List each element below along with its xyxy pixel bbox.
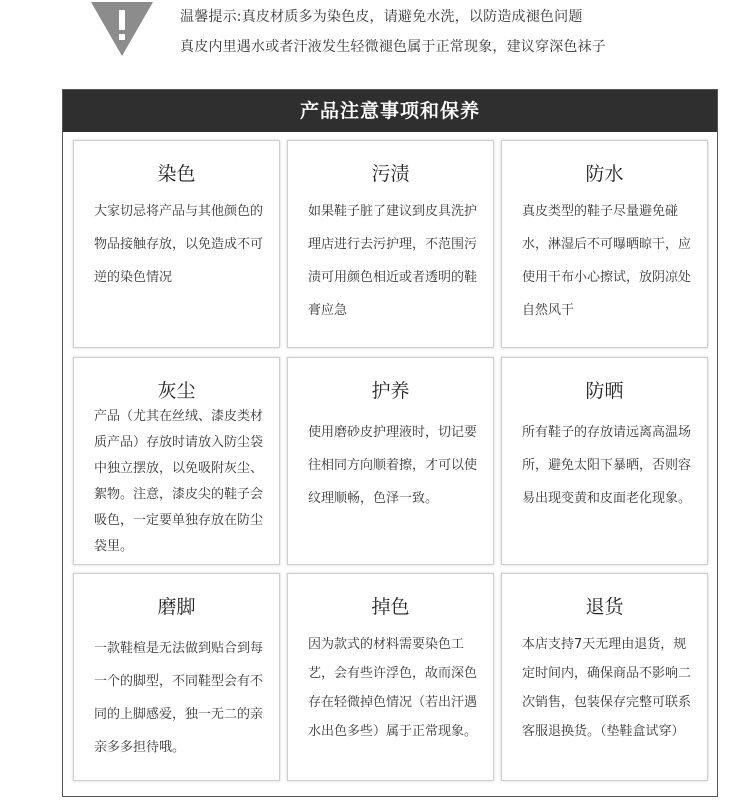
card-dyeing <box>73 140 280 348</box>
card-title: 磨脚 <box>157 596 196 618</box>
warning-icon <box>91 2 153 58</box>
card-fit <box>73 573 280 781</box>
card-body: 所有鞋子的存放请远离高温场所，避免太阳下暴晒，否则容易出现变黄和皮面老化现象。 <box>522 425 692 506</box>
card-body: 本店支持7天无理由退货，规定时间内，确保商品不影响二次销售，包装保存完整可联系客服退换货。（垫鞋盒试穿） <box>522 637 692 739</box>
card-body: 如果鞋子脏了建议到皮具洗护理店进行去污护理，不范围污渍可用颜色相近或者透明的鞋膏应急 <box>308 204 478 318</box>
card-title: 防水 <box>585 163 624 185</box>
card-waterproof <box>501 140 708 348</box>
card-title: 染色 <box>157 163 196 185</box>
card-body: 产品（尤其在丝绒、漆皮类材质产品）存放时请放入防尘袋中独立摆放，以免吸附灰尘、絮物。注意，漆皮尖的鞋子会吸色，一定要单独存放在防尘袋里。 <box>94 409 264 554</box>
care-panel <box>62 89 718 797</box>
notice-line-1: 温馨提示:真皮材质多为染色皮，请避免水洗，以防造成褪色问题 <box>180 9 583 25</box>
card-title: 灰尘 <box>157 380 196 402</box>
card-returns <box>501 573 708 781</box>
card-color-fading <box>287 573 494 781</box>
card-body: 大家切忌将产品与其他颜色的物品接触存放，以免造成不可逆的染色情况 <box>94 204 264 285</box>
card-title: 掉色 <box>371 596 410 618</box>
card-sun-protection <box>501 357 708 565</box>
card-title: 防晒 <box>585 380 624 402</box>
card-title: 退货 <box>585 596 624 618</box>
card-body: 使用磨砂皮护理液时，切记要往相同方向顺着擦，才可以使纹理顺畅，色泽一致。 <box>308 425 478 506</box>
notice-line-2: 真皮内里遇水或者汗液发生轻微褪色属于正常现象，建议穿深色袜子 <box>180 39 606 55</box>
card-dust <box>73 357 280 565</box>
card-care <box>287 357 494 565</box>
panel-title: 产品注意事项和保养 <box>63 90 717 132</box>
card-body: 真皮类型的鞋子尽量避免碰水，淋湿后不可曝晒晾干，应使用干布小心擦试，放阴凉处自然风干 <box>522 204 692 318</box>
card-title: 护养 <box>371 380 410 402</box>
card-body: 一款鞋楦是无法做到贴合到每一个的脚型，不同鞋型会有不同的上脚感爱，独一无二的亲亲多多担待哦。 <box>94 641 264 755</box>
card-title: 污渍 <box>371 163 410 185</box>
card-body: 因为款式的材料需要染色工艺，会有些许浮色，故而深色存在轻微掉色情况（若出汗遇水出色多些）属于正常现象。 <box>308 637 478 739</box>
notice-section <box>0 0 737 80</box>
card-stains <box>287 140 494 348</box>
